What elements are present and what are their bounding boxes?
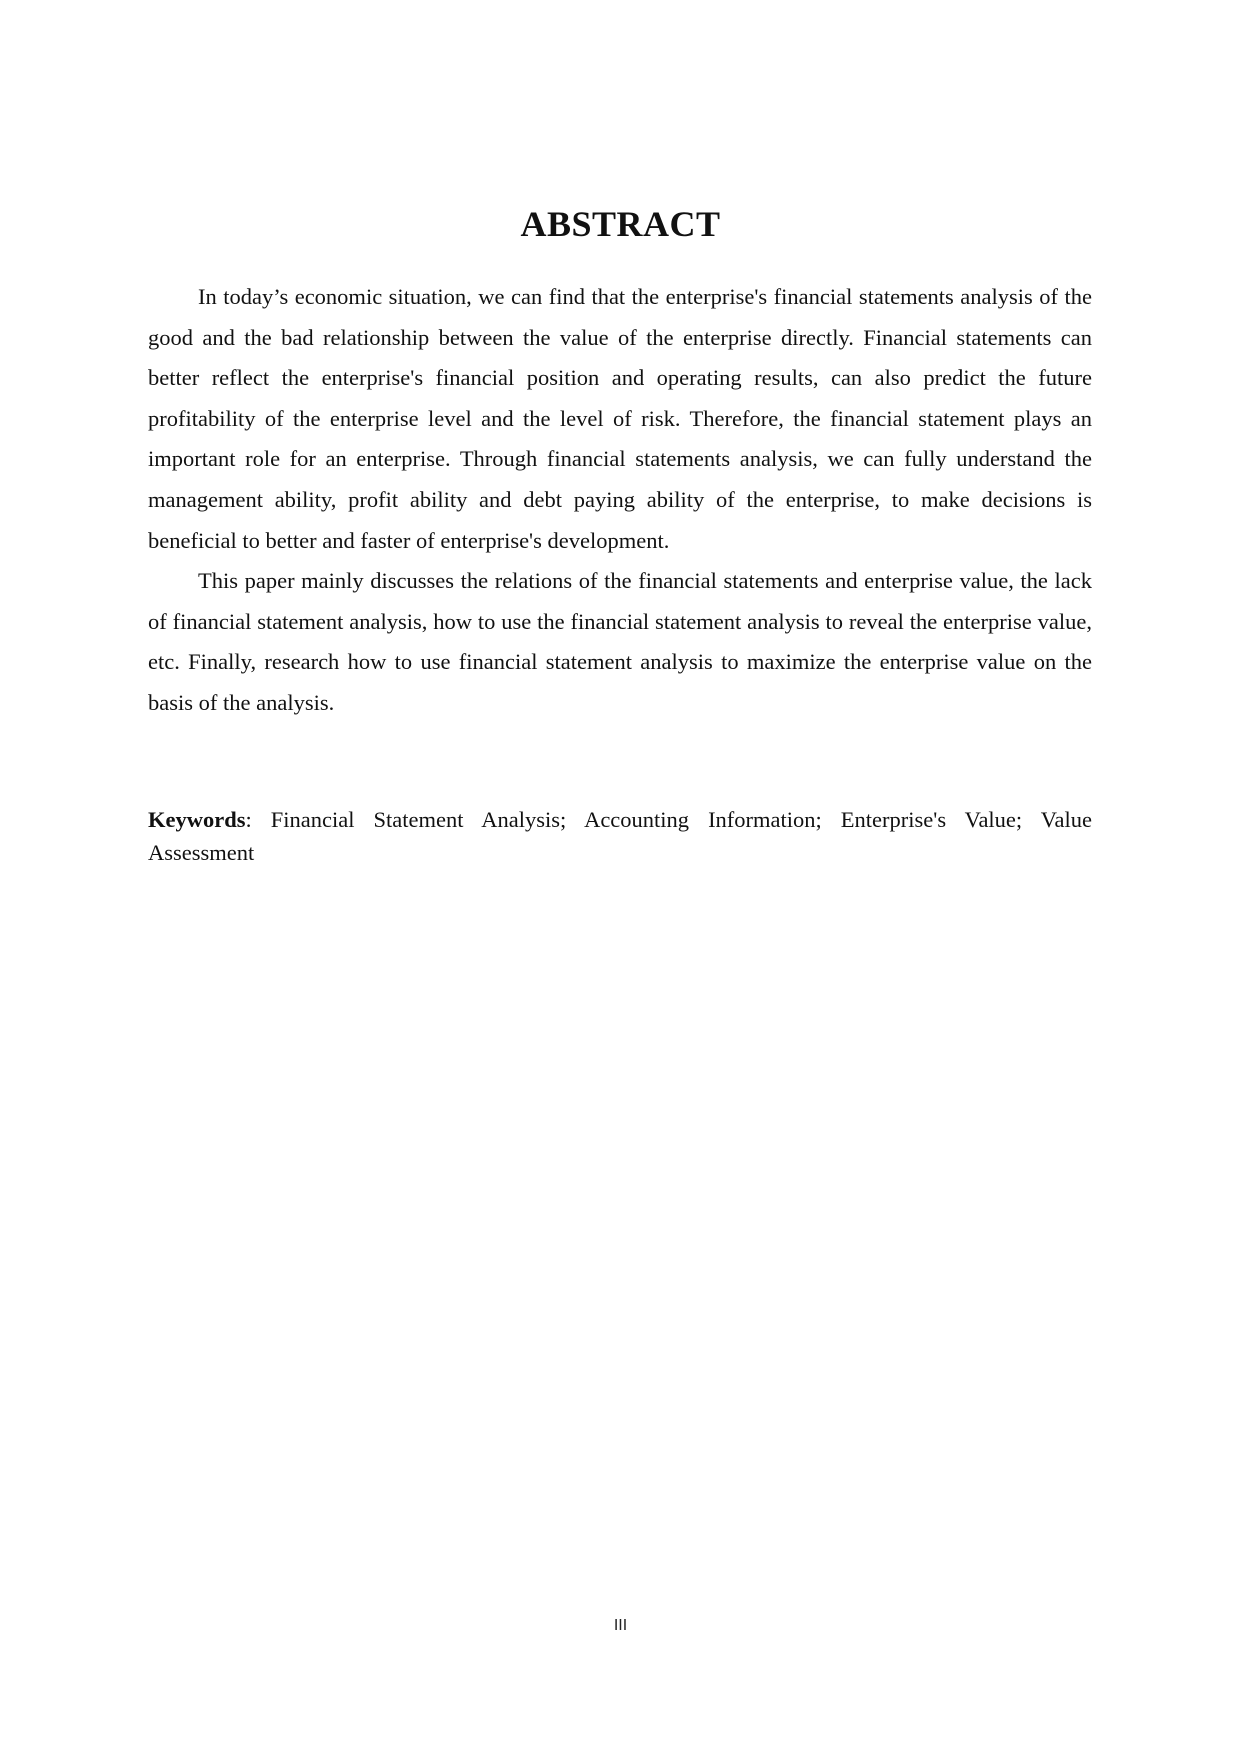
- keywords-separator: :: [245, 807, 252, 832]
- abstract-title: ABSTRACT: [520, 204, 721, 244]
- keywords-line: [148, 803, 1092, 869]
- abstract-body: [148, 277, 1092, 724]
- abstract-paragraph-2: This paper mainly discusses the relations of the financial statements and enterprise value, the lack of financial statement analysis, how to use the financial statement analysis to reveal the enterprise value, etc. Finally, research how to use financial statement analysis to maximize the enterprise value on the basis of the analysis.: [148, 568, 1092, 715]
- keywords-text: Financial Statement Analysis; Accounting Information; Enterprise's Value; Value Assessment: [148, 807, 1093, 865]
- abstract-paragraph-1: In today’s economic situation, we can find that the enterprise's financial statements analysis of the good and the bad relationship between the value of the enterprise directly. Financial statements can better reflect the enterprise's financial position and operating results, can also predict the future profitability of the enterprise level and the level of risk. Therefore, the financial statement plays an important role for an enterprise. Through financial statements analysis, we can fully understand the management ability, profit ability and debt paying ability of the enterprise, to make decisions is beneficial to better and faster of enterprise's development.: [148, 284, 1092, 553]
- page-number: III: [613, 1617, 628, 1634]
- keywords-label: Keywords: [148, 807, 246, 832]
